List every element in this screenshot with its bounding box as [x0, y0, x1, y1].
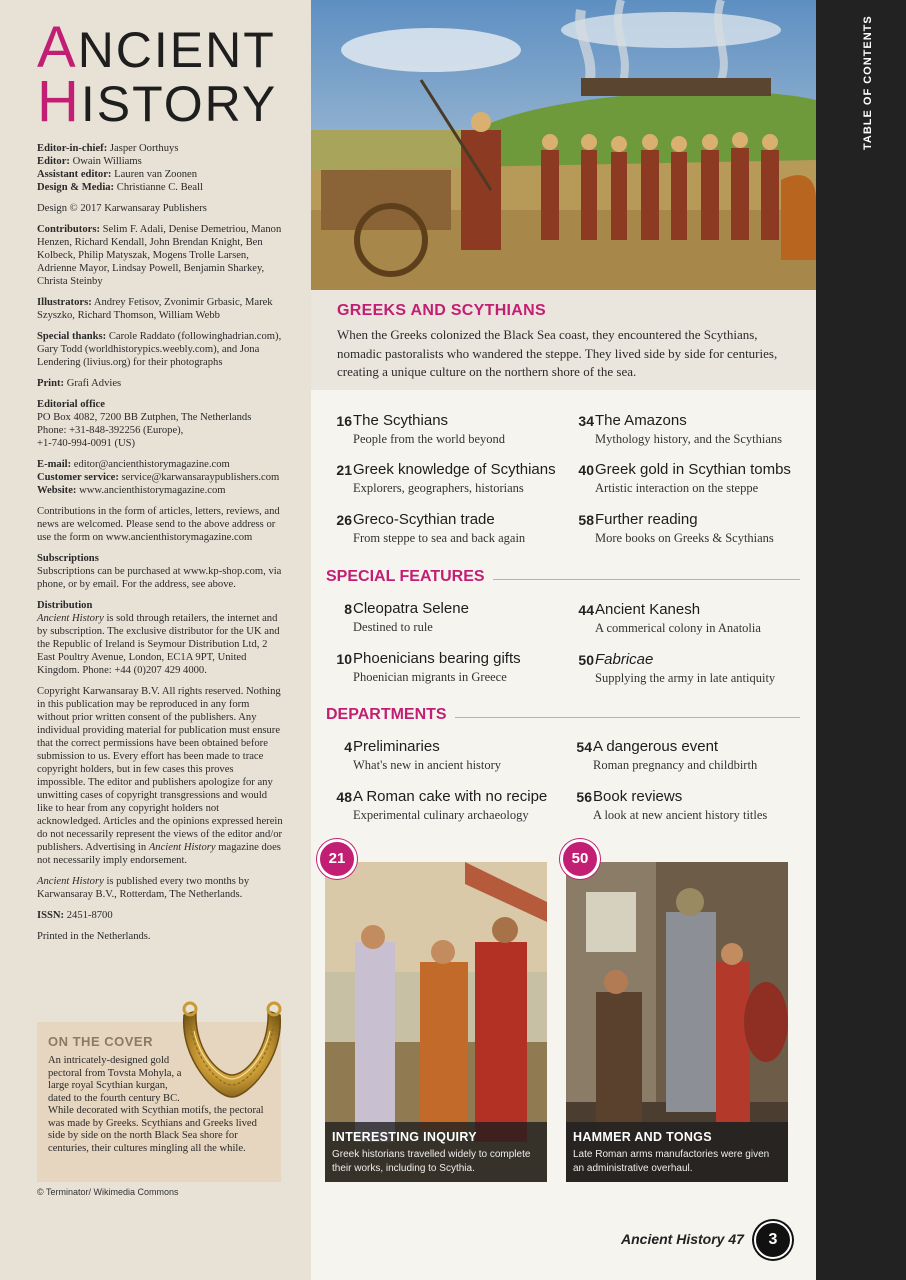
hero-title[interactable]: GREEKS AND SCYTHIANS [337, 302, 546, 319]
hero-illustration [311, 0, 816, 290]
feature-card[interactable] [325, 862, 547, 1182]
cover-title: ON THE COVER [48, 1034, 153, 1049]
website-link[interactable]: www.ancienthistorymagazine.com [79, 485, 226, 496]
email-link[interactable]: editor@ancienthistorymagazine.com [73, 459, 230, 470]
hero-caption [311, 290, 816, 390]
page-number: 3 [754, 1221, 792, 1259]
sidebar-strip [816, 0, 906, 1280]
masthead-credits: Editor-in-chief: Jasper Oorthuys Editor: Owain Williams Assistant editor: Lauren van Zoonen Design & Media: Christianne C. Beall Design © 2017 Karwansaray Publishers Contributors: Selim F. Adali, Denise Demetriou, Manon Henzen, Richard Kendall, John Brendan Knight, Ben Kolbeck, Philip Matyszak, Mogens Trolle Larsen, Adrienne Mayor, Lindsay Powell, Benjamin Sharkey, Christa Steinby Illustrators: Andrey Fetisov, Zvonimir Grbasic, Marek Szyszko, Richard Thomson, William Webb Special thanks: Carole Raddato (followinghadrian.com), Gary Todd (worldhistorypics.weebly.com), and Jona Lendering (livius.org) for their photographs Print: Grafi Advies Editorial office PO Box 4082, 7200 BB Zutphen, The Netherlands Phone: +31-848-392256 (Europe), +1-740-994-0091 (US) E-mail: editor@ancienthistorymagazine.com Customer service: service@karwansaraypublishers.com Website: www.ancienthistorymagazine.com Contributions in the form of articles, letters, reviews, and news are welcomed. Please send to the above address or use the form on www.ancienthistorymagazine.com Subscriptions Subscriptions can be purchased at www.kp-shop.com, via phone, or by email. For the address, see above. Distribution Ancient History is sold through retailers, the internet and by subscription. The exclusive distributor for the UK and the Republic of Ireland is Seymour Distribution Ltd, 2 East Poultry Avenue, London, EC1A 9PT, United Kingdom. Phone: +44 (0)207 429 4000. Copyright Karwansaray B.V. All rights reserved. Nothing in this publication may be reproduced in any form without prior written consent of the publishers. Any individual providing material for publication must ensure that the correct permissions have been obtained before submission to us. Every effort has been made to trace copyright holders, but in few cases this proves impossible. The editor and publishers apologize for any unwitting cases of copyright transgressions and would like to hear from any copyright holders not acknowledged. Articles and the opinions expressed herein do not necessarily represent the views of the editor and/or publishers. Advertising in Ancient History magazine does not necessarily imply endorsement. Ancient History is published every two months by Karwansaray B.V., Rotterdam, The Netherlands. ISSN: 2451-8700 Printed in the Netherlands. [37, 143, 283, 942]
magazine-issue-label: Ancient History 47 [621, 1231, 744, 1247]
cover-description: An intricately-designed gold pectoral from Tovsta Mohyla, a large royal Scythian kurgan, dated to the fourth century BC. While decorated with Scythian motifs, the pectoral was made by Greeks. Scythians and Greeks lived side by side on the north Black Sea shore for centuries, their cultures mingling all the while. [48, 1055, 264, 1154]
card-caption: HAMMER AND TONGS Late Roman arms manufactories were given an administrative overhaul. [566, 1122, 788, 1182]
image-credit: © Terminator/ Wikimedia Commons [37, 1187, 179, 1197]
customer-service-link[interactable]: service@karwansaraypublishers.com [121, 472, 280, 483]
card-caption: INTERESTING INQUIRY Greek historians travelled widely to complete their works, including to Scythia. [325, 1122, 547, 1182]
special-features-heading: SPECIAL FEATURES [326, 568, 800, 590]
magazine-logo: ANCIENT HISTORY [37, 15, 278, 134]
page-badge[interactable]: 21 [317, 839, 357, 879]
feature-card[interactable] [566, 862, 788, 1182]
page-badge[interactable]: 50 [560, 839, 600, 879]
departments-heading: DEPARTMENTS [326, 706, 800, 728]
hero-text: When the Greeks colonized the Black Sea coast, they encountered the Scythians, nomadic pastoralists who wandered the steppe. They lived side by side for centuries, creating a unique culture on the northern shore of the sea. [337, 327, 778, 379]
table-of-contents-label: TABLE OF CONTENTS [862, 15, 874, 150]
gold-pectoral-image [176, 989, 288, 1101]
